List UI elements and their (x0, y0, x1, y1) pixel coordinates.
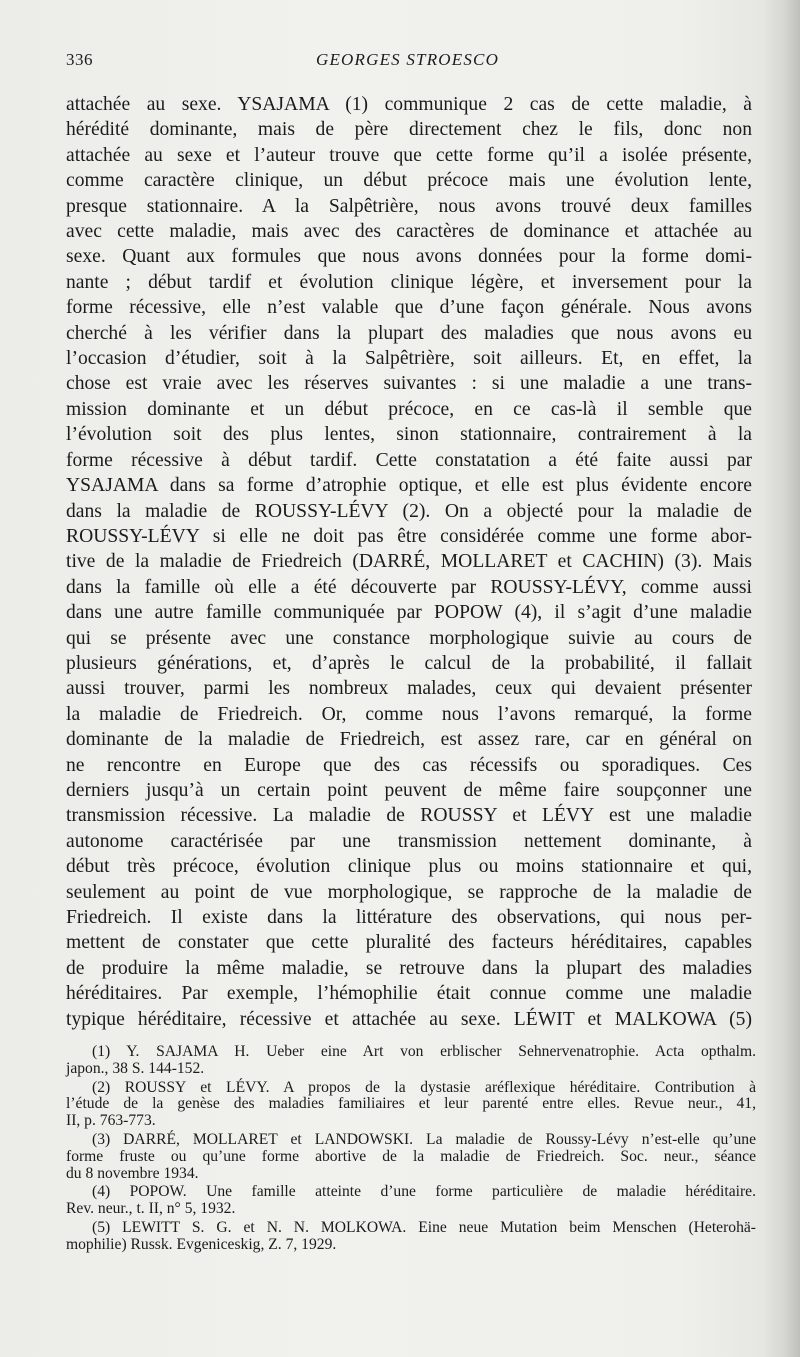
page-edge-shadow (762, 0, 800, 1357)
body-line: forme récessive, elle n’est valable que d’une façon générale. Nous avons (66, 297, 752, 319)
body-line: l’occasion d’étudier, soit à la Salpêtrière, soit ailleurs. Et, en effet, la (66, 348, 752, 370)
body-line: mission dominante et un début précoce, en ce cas-là il semble que (66, 398, 752, 420)
body-line: sexe. Quant aux formules que nous avons données pour la forme domi- (66, 246, 752, 268)
footnote-line: Rev. neur., t. II, n° 5, 1932. (66, 1200, 236, 1218)
body-line: dans la maladie de ROUSSY-LÉVY (2). On a objecté pour la maladie de (66, 500, 752, 522)
footnote-line: (1) Y. SAJAMA H. Ueber eine Art von erblischer Sehnervenatrophie. Acta opthalm. (92, 1043, 756, 1060)
body-line: presque stationnaire. A la Salpêtrière, nous avons trouvé deux familles (66, 195, 752, 217)
body-line: chose est vraie avec les réserves suivantes : si une maladie a une trans- (66, 373, 752, 395)
footnote-3 (66, 1132, 756, 1182)
footnote-line: japon., 38 S. 144-152. (66, 1059, 205, 1077)
footnote-line: mophilie) Russk. Evgeniceskig, Z. 7, 1929. (66, 1235, 337, 1253)
body-line: typique héréditaire, récessive et attachée au sexe. LÉWIT et MALKOWA (5) (66, 1008, 752, 1030)
footnote-line: l’étude de la genèse des maladies familiaires et leur parenté entre elles. Revue neur., 41, (66, 1095, 756, 1113)
footnote-4 (66, 1184, 756, 1218)
footnote-line: (3) DARRÉ, MOLLARET et LANDOWSKI. La maladie de Roussy-Lévy n’est-elle qu’une (92, 1130, 756, 1148)
body-line: aussi trouver, parmi les nombreux malades, ceux qui devaient présenter (66, 678, 752, 700)
body-line: nante ; début tardif et évolution clinique légère, et inversement pour la (66, 271, 752, 293)
body-line: de produire la même maladie, se retrouve dans la plupart des maladies (66, 957, 752, 979)
body-line: comme caractère clinique, un début précoce mais une évolution lente, (66, 170, 752, 192)
footnote-line: II, p. 763-773. (66, 1112, 156, 1130)
body-line: YSAJAMA dans sa forme d’atrophie optique, et elle est plus évidente encore (66, 475, 752, 497)
footnote-line: (2) ROUSSY et LÉVY. A propos de la dystasie aréflexique héréditaire. Contribution à (92, 1078, 756, 1096)
body-line: Friedreich. Il existe dans la littérature des observations, qui nous per- (66, 907, 752, 928)
body-line: tive de la maladie de Friedreich (DARRÉ, MOLLARET et CACHIN) (3). Mais (66, 551, 752, 573)
body-line: dominante de la maladie de Friedreich, est assez rare, car en général on (66, 729, 752, 751)
footnote-line: (5) LEWITT S. G. et N. N. MOLKOWA. Eine neue Mutation beim Menschen (Heterohä- (92, 1218, 756, 1236)
footnote-line: forme fruste ou qu’une forme abortive de la maladie de Friedreich. Soc. neur., séance (66, 1147, 756, 1165)
body-line: derniers jusqu’à un certain point peuvent de même faire soupçonner une (66, 779, 752, 801)
body-line: début très précoce, évolution clinique plus ou moins stationnaire et qui, (66, 856, 752, 878)
body-line: seulement au point de vue morphologique, se rapproche de la maladie de (66, 881, 752, 903)
body-line: autonome caractérisée par une transmission nettement dominante, à (66, 830, 752, 852)
footnote-line: du 8 novembre 1934. (66, 1164, 199, 1182)
body-line: la maladie de Friedreich. Or, comme nous l’avons remarqué, la forme (66, 703, 752, 725)
body-line: avec cette maladie, mais avec des caractères de dominance et attachée au (66, 221, 752, 243)
footnote-2 (66, 1080, 756, 1130)
page-number: 336 (66, 50, 93, 69)
footnote-1 (66, 1044, 756, 1078)
footnote-5 (66, 1220, 756, 1254)
body-line: attachée au sexe et l’auteur trouve que cette forme qu’il a isolée présente, (66, 144, 752, 166)
body-line: attachée au sexe. YSAJAMA (1) communique 2 cas de cette maladie, à (66, 94, 752, 115)
footnotes (66, 1044, 756, 1256)
body-line: ne rencontre en Europe que des cas récessifs ou sporadiques. Ces (66, 754, 752, 776)
running-head: GEORGES STROESCO (316, 50, 500, 69)
body-line: l’évolution soit des plus lentes, sinon stationnaire, contrairement à la (66, 424, 752, 446)
body-line: forme récessive à début tardif. Cette constatation a été faite aussi par (66, 449, 752, 471)
page-header (66, 50, 511, 74)
body-line: hérédité dominante, mais de père directement chez le fils, donc non (66, 119, 752, 141)
body-line: mettent de constater que cette pluralité des facteurs héréditaires, capables (66, 932, 752, 954)
footnote-line: (4) POPOW. Une famille atteinte d’une forme particulière de maladie héréditaire. (92, 1183, 756, 1201)
body-line: dans une autre famille communiquée par POPOW (4), il s’agit d’une maladie (66, 602, 752, 624)
body-line: dans la famille où elle a été découverte par ROUSSY-LÉVY, comme aussi (66, 576, 752, 598)
body-text (66, 92, 752, 1032)
body-line: héréditaires. Par exemple, l’hémophilie était connue comme une maladie (66, 983, 752, 1005)
body-line: cherché à les vérifier dans la plupart des maladies que nous avons eu (66, 322, 752, 344)
body-line: ROUSSY-LÉVY si elle ne doit pas être considérée comme une forme abor- (66, 525, 752, 547)
body-line: transmission récessive. La maladie de ROUSSY et LÉVY est une maladie (66, 805, 752, 827)
body-line: qui se présente avec une constance morphologique suivie au cours de (66, 627, 752, 649)
body-line: plusieurs générations, et, d’après le calcul de la probabilité, il fallait (66, 652, 752, 674)
